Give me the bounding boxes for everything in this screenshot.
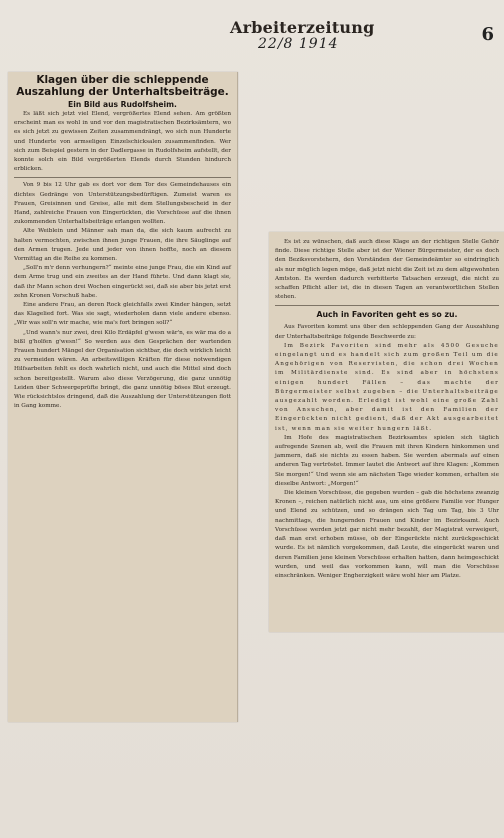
article-paragraph: Von 9 bis 12 Uhr gab es dort vor dem Tor des Gemeindehauses ein dichtes Gedränge von Unterstützungsbedürftigen. Zumeist waren es Frauen, Greisinnen und Greise, alle mit dem Stellungsbescheid in der Hand, zahlreiche Frauen von Eingerückten, die Vorschüsse auf die ihnen zukommenden Unterhaltsbeiträge erlangen wollten. — [14, 182, 231, 226]
handwritten-date: 22/8 1914 — [258, 36, 339, 52]
article-paragraph: Eine andere Frau, an deren Rock gleichfalls zwei Kinder hängen, setzt das Klagelied fort. Was sie sagt, wiederholen dann viele andere ebenso. „Wir was soll'n wir mache, wie ma's fort bringen soll?“ — [14, 302, 231, 327]
column-rule — [14, 177, 231, 178]
article-paragraph: Im Bezirk Favoriten sind mehr als 4500 Gesuche eingelangt und es handelt sich zum großen Teil um die Angehörigen von Reservisten, die schon drei Wochen im Militärdienste sind. Es sind aber in höchstens einigen hundert Fällen – das machte der Bürgermeister selbst zugeben – die Unterhaltsbeiträge ausgezahlt worden. Erledigt ist wohl eine große Zahl von Ansuchen, aber damit ist den Familien der Eingerückten nicht gedient, daß der Akt ausgearbeitet ist, wenn man sie weiter hungern läßt. — [275, 342, 499, 432]
clipping-favoriten — [269, 232, 504, 632]
article-paragraph: Alte Weiblein und Männer sah man da, die sich kaum aufrecht zu halten vermochten, zwischen ihnen junge Frauen, die ihre Säuglinge auf den Armen trugen. Jede und jeder von ihnen hoffte, noch an diesem Vormittag an die Reihe zu kommen. — [14, 228, 231, 263]
article-headline: Auch in Favoriten geht es so zu. — [316, 310, 458, 320]
masthead: Arbeiterzeitung — [230, 18, 375, 37]
article-subheadline: Ein Bild aus Rudolfsheim. — [68, 100, 177, 109]
article-paragraph: „Soll'n m'r denn verhungern?“ meinte eine junge Frau, die ein Kind auf dem Arme trug und ein zweites an der Hand führte. Und dann klagt sie, daß ihr Mann schon drei Wochen eingerückt sei, daß sie aber bis jetzt erst zehn Kronen Vorschuß habe. — [14, 265, 231, 299]
article-paragraph: Es läßt sich jetzt viel Elend, vergrößertes Elend sehen. Am größten erscheint man es wohl in und vor den magistratischen Bezirksämtern, wo es sich jetzt zu gewissen Zeiten zusammendrängt, wo sich nun Hunderte und Hunderte von armseligen Einzelschicksalen zusammenfinden. Wer sich zum Beispiel gestern in der Dadlergasse in Rudolfsheim aufstellt, der konnte solch ein Bild vergrößerten Elends durch Stunden hindurch erblicken. — [14, 111, 231, 173]
article-paragraph: „Und wann's nur zwei, drei Kilo Erdäpfel g'wesn wär'n, es wär ma do a bißl g'holfen g'wesn!“ So werden aus den Gesprächen der wartenden Frauen hundert Mängel der Organisation sichtbar, die doch wirklich leicht zu vermeiden wären. An arbeitswilligen Kräften für diese notwendigen Hilfsarbeiten fehlt es doch wahrlich nicht, und auch die Mittel sind doch schon bereitgestellt. Warum also diese Verzögerung, die ganz unnötig Leiden über Schwergeprüfte bringt, die ganz unnötig böses Blut erzeugt. Wie rücksichtslos dringend, daß die Auszahlung der Unterstützungen flott in Gang komme. — [14, 329, 231, 410]
article-paragraph: Aus Favoriten kommt uns über den schleppenden Gang der Auszahlung der Unterhaltsbeiträge folgende Beschwerde zu: — [275, 324, 499, 340]
article-intro: Es ist zu wünschen, daß auch diese Klage an der richtigen Stelle Gehör finde. Diese richtige Stelle aber ist der Wiener Bürgermeister, der es doch den Beziksvorstehern, den Vorständen der Gemeindeämter so eindringlich als nur möglich legen möge, daß jetzt nicht die Zeit ist zu dem altgewohnten Amtston. Es werden dadurch verbitterte Tatsachen erzeugt, die nicht zu schaffen Pflicht aller ist, die in diesen Tagen an verantwortlichen Stellen stehen. — [275, 239, 499, 301]
article-headline: Klagen über die schleppende Auszahlung der Unterhaltsbeiträge. — [16, 74, 229, 98]
clipping-rudolfsheim — [8, 72, 238, 722]
article-paragraph: Die kleinen Vorschüsse, die gegeben wurden – gab die höchstens zwanzig Kronen –, reichen natürlich nicht aus, um eine größere Familie vor Hunger und Elend zu schützen, und so drängen sich Tag um Tag, bis 3 Uhr nachmittags, die hungernden Frauen und Kinder im Bezirksamt. Auch Vorschüsse werden jetzt gar nicht mehr bezahlt, der Magistrat verweigert, daß man erst erhoben müsse, ob der Eingerückte nicht zurückgeschickt wurde. Es ist nämlich vorgekommen, daß Leute, die eingerückt waren und deren Familien jene kleinen Vorschüsse erhalten hatten, dann heimgeschickt wurden, und weil das vorkommen kann, will man die Vorschüsse einschränken. Weniger Engherzigkeit wäre wohl hier am Platze. — [275, 490, 499, 579]
page-number: 6 — [481, 24, 494, 45]
article-paragraph: Im Hofe des magistratischen Bezirksamtes spielen sich täglich aufregende Szenen ab, weil die Frauen mit ihren Kindern hinkommen und jammern, daß sie nichts zu essen haben. Sie werden abermals auf einen anderen Tag vertröstet. Immer lautet die Antwort auf ihre Klagen: „Kommen Sie morgen!“ Und wenn sie am nächsten Tage wieder kommen, erhalten sie dieselbe Antwort: „Morgen!“ — [275, 434, 499, 487]
column-rule — [275, 305, 499, 306]
